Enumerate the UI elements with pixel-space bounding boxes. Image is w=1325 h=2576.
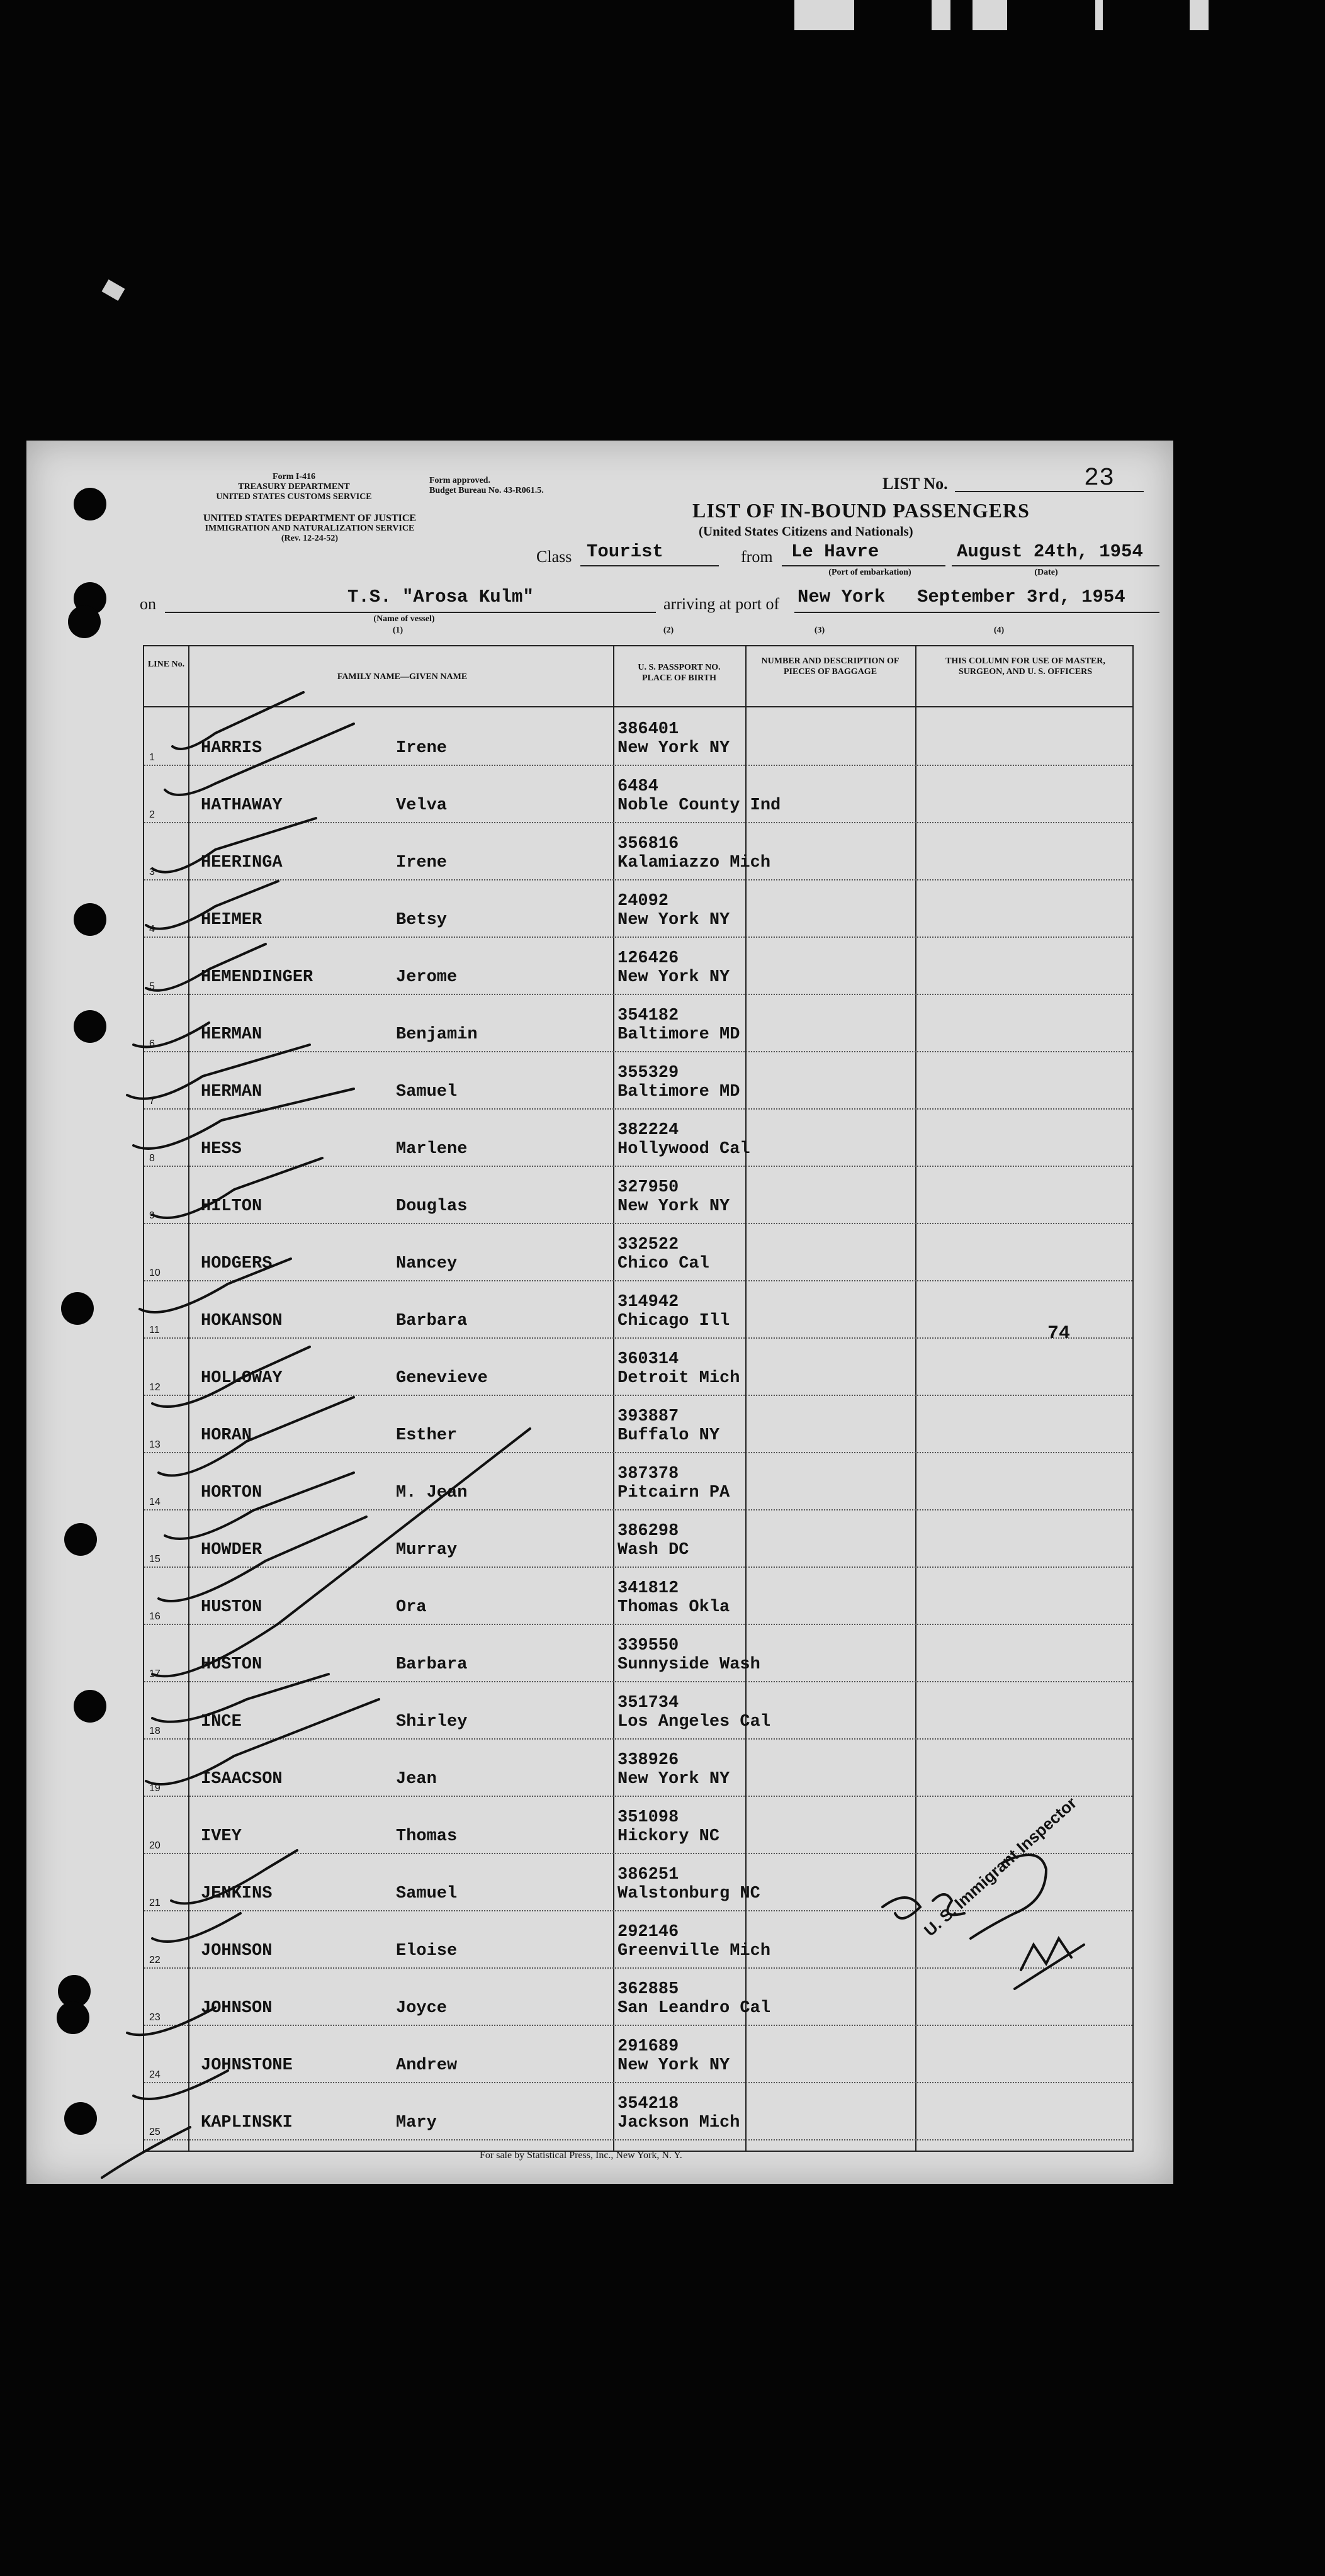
col-header-baggage: NUMBER AND DESCRIPTION OF PIECES OF BAGGAGE — [761, 656, 899, 677]
film-mark — [1190, 0, 1209, 30]
passport-number: 387378 — [617, 1465, 679, 1483]
check-mark — [133, 1023, 209, 1047]
family-name: HEMENDINGER — [201, 968, 313, 987]
family-name: JOHNSTONE — [201, 2056, 293, 2075]
line-number: 25 — [149, 2127, 161, 2137]
passport-number: 354218 — [617, 2095, 679, 2113]
given-name: Ora — [396, 1598, 427, 1617]
check-mark — [102, 2127, 190, 2178]
passport-number: 327950 — [617, 1178, 679, 1197]
check-mark — [171, 1850, 297, 1903]
place-of-birth: New York NY — [617, 739, 730, 758]
line-number: 2 — [149, 809, 155, 820]
given-name: Irene — [396, 853, 448, 872]
passport-number: 351734 — [617, 1694, 679, 1713]
check-mark — [159, 1397, 354, 1475]
arriving-label: arriving at port of — [663, 595, 780, 613]
port-caption: (Port of embarkation) — [828, 568, 911, 577]
approved-label: Form approved. — [429, 476, 490, 485]
line-number: 20 — [149, 1840, 161, 1851]
place-of-birth: New York NY — [617, 968, 730, 987]
customs-label: UNITED STATES CUSTOMS SERVICE — [216, 492, 372, 502]
family-name: HODGERS — [201, 1254, 273, 1273]
given-name: Betsy — [396, 911, 448, 930]
line-number: 22 — [149, 1955, 161, 1966]
budget-bureau-label: Budget Bureau No. 43-R061.5. — [429, 486, 544, 495]
place-of-birth: Hickory NC — [617, 1827, 720, 1846]
family-name: ISAACSON — [201, 1770, 283, 1789]
line-number: 12 — [149, 1382, 161, 1393]
passport-number: 126426 — [617, 949, 679, 968]
col-num-4: (4) — [993, 626, 1005, 635]
check-mark — [152, 1158, 322, 1218]
ins-label: IMMIGRATION AND NATURALIZATION SERVICE — [205, 524, 415, 533]
film-mark — [1095, 0, 1103, 30]
check-mark — [152, 1347, 310, 1407]
place-of-birth: Baltimore MD — [617, 1025, 740, 1044]
given-name: Mary — [396, 2113, 437, 2132]
check-mark — [127, 2008, 215, 2035]
given-name: M. Jean — [396, 1483, 468, 1502]
given-name: Benjamin — [396, 1025, 478, 1044]
family-name: HESS — [201, 1140, 242, 1159]
family-name: IVEY — [201, 1827, 242, 1846]
col-num-3: (3) — [814, 626, 825, 635]
line-number: 24 — [149, 2069, 161, 2080]
given-name: Shirley — [396, 1713, 468, 1731]
list-no-value: 23 — [1084, 464, 1115, 493]
class-label: Class — [536, 548, 572, 566]
passport-number: 356816 — [617, 835, 679, 853]
line-number: 5 — [149, 981, 155, 992]
line-number: 4 — [149, 924, 155, 935]
line-number: 14 — [149, 1497, 161, 1507]
place-of-birth: Chico Cal — [617, 1254, 709, 1273]
line-number: 15 — [149, 1554, 161, 1565]
given-name: Jerome — [396, 968, 458, 987]
given-name: Marlene — [396, 1140, 468, 1159]
passport-number: 362885 — [617, 1980, 679, 1999]
passport-number: 355329 — [617, 1064, 679, 1083]
class-value: Tourist — [587, 541, 663, 562]
film-mark — [973, 0, 1007, 30]
family-name: KAPLINSKI — [201, 2113, 293, 2132]
check-mark — [140, 1259, 291, 1312]
place-of-birth: New York NY — [617, 1197, 730, 1216]
check-mark — [146, 1699, 379, 1784]
passport-number: 360314 — [617, 1350, 679, 1369]
film-mark — [932, 0, 950, 30]
given-name: Andrew — [396, 2056, 458, 2075]
line-number: 7 — [149, 1096, 155, 1106]
place-of-birth: Buffalo NY — [617, 1426, 720, 1445]
place-of-birth: Thomas Okla — [617, 1598, 730, 1617]
passport-number: 291689 — [617, 2037, 679, 2056]
vessel-name: T.S. "Arosa Kulm" — [347, 587, 534, 607]
col-header-passport: U. S. PASSPORT NO. PLACE OF BIRTH — [638, 663, 721, 683]
passport-number: 341812 — [617, 1579, 679, 1598]
family-name: HORAN — [201, 1426, 252, 1445]
col-num-2: (2) — [663, 626, 674, 635]
family-name: HOKANSON — [201, 1312, 283, 1330]
check-mark — [165, 724, 354, 795]
given-name: Nancey — [396, 1254, 458, 1273]
family-name: HERMAN — [201, 1025, 262, 1044]
place-of-birth: Los Angeles Cal — [617, 1713, 771, 1731]
given-name: Murray — [396, 1541, 458, 1560]
check-mark — [133, 1089, 354, 1149]
family-name: HATHAWAY — [201, 796, 283, 815]
line-number: 11 — [149, 1325, 160, 1336]
doj-label: UNITED STATES DEPARTMENT OF JUSTICE — [203, 513, 417, 524]
line-number: 3 — [149, 867, 155, 877]
place-of-birth: Greenville Mich — [617, 1942, 771, 1960]
line-number: 13 — [149, 1439, 161, 1450]
line-number: 17 — [149, 1668, 161, 1679]
place-of-birth: Kalamiazzo Mich — [617, 853, 771, 872]
check-mark — [159, 1517, 366, 1601]
check-mark — [152, 1913, 240, 1942]
form-number: Form I-416 — [272, 472, 316, 481]
passport-number: 24092 — [617, 892, 669, 911]
passport-number: 386298 — [617, 1522, 679, 1541]
place-of-birth: Wash DC — [617, 1541, 689, 1560]
check-mark — [146, 881, 278, 929]
officer-annotation: 74 — [1047, 1323, 1071, 1344]
check-mark — [172, 692, 303, 749]
line-number: 23 — [149, 2012, 161, 2023]
line-number: 9 — [149, 1210, 155, 1221]
list-no-label: LIST No. — [882, 475, 948, 493]
family-name: HORTON — [201, 1483, 262, 1502]
passport-number: 393887 — [617, 1407, 679, 1426]
check-mark — [152, 1429, 530, 1676]
footer-printer: For sale by Statistical Press, Inc., New York, N. Y. — [480, 2150, 682, 2161]
place-of-birth: Baltimore MD — [617, 1083, 740, 1101]
family-name: HUSTON — [201, 1655, 262, 1674]
passport-number: 354182 — [617, 1006, 679, 1025]
check-mark — [146, 944, 266, 991]
family-name: HARRIS — [201, 739, 262, 758]
family-name: HEIMER — [201, 911, 262, 930]
check-mark — [152, 1674, 329, 1722]
debris-speck — [102, 279, 125, 301]
line-number: 6 — [149, 1038, 155, 1049]
line-number: 21 — [149, 1898, 161, 1908]
family-name: HERMAN — [201, 1083, 262, 1101]
passenger-manifest-page — [26, 441, 1173, 2184]
embarkation-date: August 24th, 1954 — [957, 541, 1143, 562]
passport-number: 386251 — [617, 1865, 679, 1884]
check-mark — [127, 1045, 310, 1099]
arrival-date: September 3rd, 1954 — [917, 587, 1125, 607]
place-of-birth: San Leandro Cal — [617, 1999, 771, 2018]
embarkation-port: Le Havre — [791, 541, 879, 562]
col-num-1: (1) — [392, 626, 403, 635]
passport-number: 339550 — [617, 1636, 679, 1655]
passport-number: 338926 — [617, 1751, 679, 1770]
family-name: HEERINGA — [201, 853, 283, 872]
given-name: Joyce — [396, 1999, 448, 2018]
passport-number: 292146 — [617, 1923, 679, 1942]
place-of-birth: Hollywood Cal — [617, 1140, 750, 1159]
check-mark — [152, 818, 316, 872]
line-number: 10 — [149, 1268, 161, 1278]
treasury-label: TREASURY DEPARTMENT — [238, 482, 350, 492]
place-of-birth: Chicago Ill — [617, 1312, 730, 1330]
passport-number: 6484 — [617, 777, 658, 796]
given-name: Irene — [396, 739, 448, 758]
passport-number: 332522 — [617, 1235, 679, 1254]
given-name: Barbara — [396, 1312, 468, 1330]
place-of-birth: Noble County Ind — [617, 796, 781, 815]
given-name: Barbara — [396, 1655, 468, 1674]
line-number: 18 — [149, 1726, 161, 1736]
family-name: JOHNSON — [201, 1999, 273, 2018]
revision-label: (Rev. 12-24-52) — [281, 534, 339, 543]
place-of-birth: Sunnyside Wash — [617, 1655, 760, 1674]
page-title: LIST OF IN-BOUND PASSENGERS — [692, 499, 1030, 522]
check-mark — [165, 1473, 354, 1539]
arrival-port: New York — [798, 587, 886, 607]
given-name: Jean — [396, 1770, 437, 1789]
place-of-birth: Jackson Mich — [617, 2113, 740, 2132]
family-name: JOHNSON — [201, 1942, 273, 1960]
vessel-caption: (Name of vessel) — [373, 614, 435, 624]
passport-number: 314942 — [617, 1293, 679, 1312]
film-mark — [794, 0, 854, 30]
given-name: Samuel — [396, 1083, 458, 1101]
inspector-stamp — [857, 1793, 1109, 2033]
place-of-birth: New York NY — [617, 1770, 730, 1789]
page-subtitle: (United States Citizens and Nationals) — [699, 524, 913, 539]
place-of-birth: Pitcairn PA — [617, 1483, 730, 1502]
given-name: Velva — [396, 796, 448, 815]
from-label: from — [741, 548, 773, 566]
place-of-birth: Detroit Mich — [617, 1369, 740, 1388]
on-label: on — [140, 595, 156, 613]
given-name: Genevieve — [396, 1369, 488, 1388]
line-number: 1 — [149, 752, 155, 763]
place-of-birth: New York NY — [617, 911, 730, 930]
line-number: 16 — [149, 1611, 161, 1622]
family-name: HUSTON — [201, 1598, 262, 1617]
given-name: Douglas — [396, 1197, 468, 1216]
passport-number: 386401 — [617, 720, 679, 739]
given-name: Esther — [396, 1426, 458, 1445]
col-header-line: LINE No. — [147, 660, 185, 669]
family-name: HOLLOWAY — [201, 1369, 283, 1388]
family-name: JENKINS — [201, 1884, 273, 1903]
place-of-birth: New York NY — [617, 2056, 730, 2075]
passport-number: 382224 — [617, 1121, 679, 1140]
line-number: 8 — [149, 1153, 155, 1164]
passport-number: 351098 — [617, 1808, 679, 1827]
date-caption: (Date) — [1034, 568, 1058, 577]
col-header-name: FAMILY NAME—GIVEN NAME — [337, 672, 468, 682]
given-name: Eloise — [396, 1942, 458, 1960]
given-name: Thomas — [396, 1827, 458, 1846]
col-header-officers: THIS COLUMN FOR USE OF MASTER, SURGEON, AND U. S. OFFICERS — [945, 656, 1105, 677]
family-name: HOWDER — [201, 1541, 262, 1560]
family-name: INCE — [201, 1713, 242, 1731]
check-mark — [133, 2071, 228, 2099]
line-number: 19 — [149, 1783, 161, 1794]
place-of-birth: Walstonburg NC — [617, 1884, 760, 1903]
given-name: Samuel — [396, 1884, 458, 1903]
inspector-stamp-text: U. S. Immigrant Inspector — [920, 1793, 1081, 1940]
family-name: HILTON — [201, 1197, 262, 1216]
